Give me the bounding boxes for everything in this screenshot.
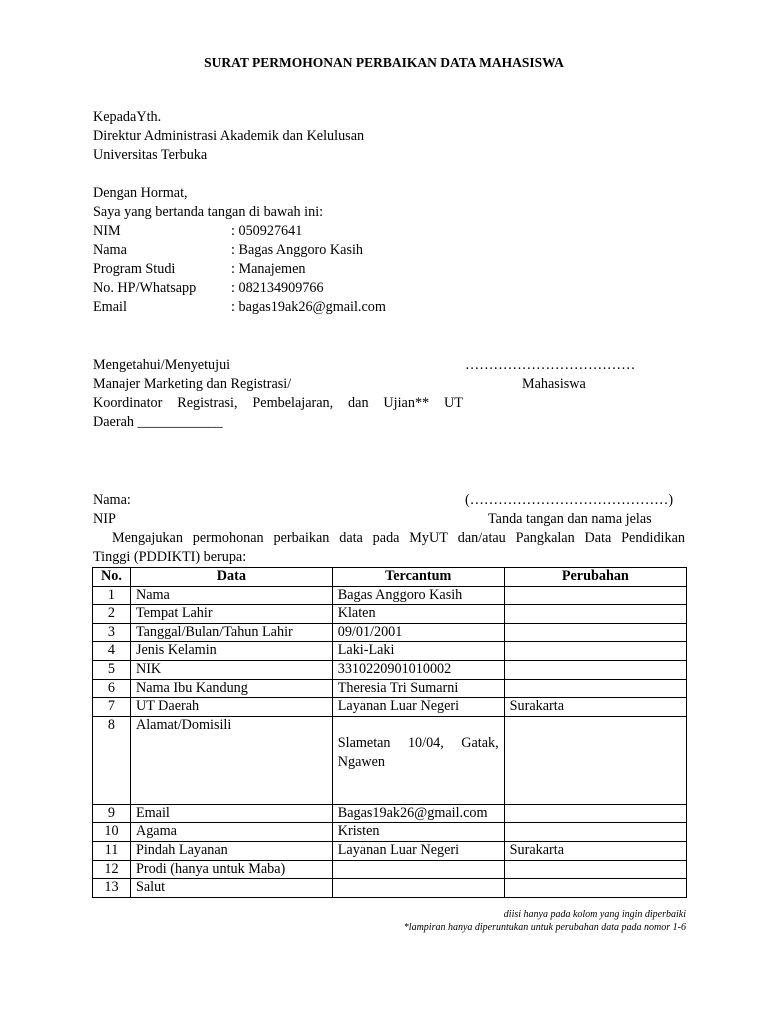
row-no: 11 — [93, 841, 131, 860]
table-row — [93, 823, 687, 842]
header-data: Data — [130, 568, 332, 587]
row-no: 7 — [93, 698, 131, 717]
approval-heading: Mengetahui/Menyetujui — [93, 357, 231, 373]
table-header-row — [93, 568, 687, 587]
row-data: Salut — [130, 879, 332, 898]
table-row — [93, 804, 687, 823]
request-text-line2: Tinggi (PDDIKTI) berupa: — [93, 549, 247, 565]
row-tercantum: Theresia Tri Sumarni — [332, 679, 504, 698]
row-perubahan — [504, 660, 686, 679]
row-data: Prodi (hanya untuk Maba) — [130, 860, 332, 879]
identity-label-nama: Nama — [93, 242, 127, 258]
request-text-line1: Mengajukan permohonan perbaikan data pada MyUT dan/atau Pangkalan Data Pendidikan — [112, 530, 685, 546]
table-row — [93, 879, 687, 898]
row-perubahan: Surakarta — [504, 698, 686, 717]
table-row — [93, 841, 687, 860]
row-perubahan — [504, 823, 686, 842]
student-sign-dots: ……………………………… — [465, 357, 636, 373]
approver-name-label: Nama: — [93, 492, 131, 508]
row-data: UT Daerah — [130, 698, 332, 717]
row-no: 12 — [93, 860, 131, 879]
recipient-office: Direktur Administrasi Akademik dan Kelulusan — [93, 128, 365, 144]
recipient-salutation: KepadaYth. — [93, 109, 162, 125]
row-perubahan — [504, 623, 686, 642]
student-sign-caption: Tanda tangan dan nama jelas — [488, 511, 652, 527]
row-data: Nama Ibu Kandung — [130, 679, 332, 698]
row-data: Tempat Lahir — [130, 605, 332, 624]
row-data: Agama — [130, 823, 332, 842]
identity-label-phone: No. HP/Whatsapp — [93, 280, 197, 296]
row-perubahan — [504, 586, 686, 605]
row-data: Nama — [130, 586, 332, 605]
row-tercantum: Kristen — [332, 823, 504, 842]
row-perubahan — [504, 716, 686, 804]
address-line-1: Slametan 10/04, Gatak, — [337, 734, 499, 751]
row-tercantum: 09/01/2001 — [332, 623, 504, 642]
identity-value-prodi: : Manajemen — [231, 261, 306, 277]
table-row — [93, 716, 687, 804]
row-perubahan — [504, 605, 686, 624]
row-no: 3 — [93, 623, 131, 642]
row-perubahan — [504, 642, 686, 661]
identity-value-email: : bagas19ak26@gmail.com — [231, 299, 386, 315]
row-no: 1 — [93, 586, 131, 605]
row-tercantum: 3310220901010002 — [332, 660, 504, 679]
address-line-2: Ngawen — [337, 754, 386, 771]
student-sign-role: Mahasiswa — [522, 376, 586, 392]
correction-table — [92, 567, 687, 898]
row-no: 10 — [93, 823, 131, 842]
row-perubahan — [504, 804, 686, 823]
document-title: SURAT PERMOHONAN PERBAIKAN DATA MAHASISWA — [204, 55, 564, 70]
table-row — [93, 586, 687, 605]
row-tercantum: Laki-Laki — [332, 642, 504, 661]
row-tercantum: Bagas Anggoro Kasih — [332, 586, 504, 605]
row-data: Alamat/Domisili — [130, 716, 332, 804]
row-perubahan — [504, 860, 686, 879]
identity-label-nim: NIM — [93, 223, 121, 239]
row-no: 13 — [93, 879, 131, 898]
row-tercantum: Bagas19ak26@gmail.com — [332, 804, 504, 823]
footnote-attachment: *lampiran hanya diperuntukan untuk perubahan data pada nomor 1-6 — [403, 922, 686, 933]
row-no: 2 — [93, 605, 131, 624]
header-no: No. — [93, 568, 131, 587]
identity-value-nim: : 050927641 — [231, 223, 303, 239]
approval-role-2: Koordinator Registrasi, Pembelajaran, dan Ujian** UT — [93, 395, 463, 411]
row-no: 9 — [93, 804, 131, 823]
row-tercantum — [332, 879, 504, 898]
greeting: Dengan Hormat, — [93, 185, 188, 201]
row-tercantum: Layanan Luar Negeri — [332, 841, 504, 860]
row-perubahan — [504, 879, 686, 898]
footnote-fill: diisi hanya pada kolom yang ingin diperbaiki — [503, 909, 686, 920]
approver-nip-label: NIP — [93, 511, 116, 527]
row-no: 6 — [93, 679, 131, 698]
intro-text: Saya yang bertanda tangan di bawah ini: — [93, 204, 324, 220]
approval-role-1: Manajer Marketing dan Registrasi/ — [93, 376, 292, 392]
row-data: Tanggal/Bulan/Tahun Lahir — [130, 623, 332, 642]
table-row — [93, 623, 687, 642]
row-tercantum: Klaten — [332, 605, 504, 624]
row-no: 5 — [93, 660, 131, 679]
student-name-line: (……………………………………) — [465, 492, 674, 508]
table-row — [93, 698, 687, 717]
table-row — [93, 860, 687, 879]
row-data: Jenis Kelamin — [130, 642, 332, 661]
header-tercantum: Tercantum — [332, 568, 504, 587]
row-tercantum — [332, 716, 504, 804]
recipient-institution: Universitas Terbuka — [93, 147, 208, 163]
row-perubahan: Surakarta — [504, 841, 686, 860]
row-perubahan — [504, 679, 686, 698]
header-perubahan: Perubahan — [504, 568, 686, 587]
row-tercantum: Layanan Luar Negeri — [332, 698, 504, 717]
row-no: 4 — [93, 642, 131, 661]
row-data: Pindah Layanan — [130, 841, 332, 860]
table-row — [93, 660, 687, 679]
table-row — [93, 679, 687, 698]
identity-label-prodi: Program Studi — [93, 261, 176, 277]
row-data: Email — [130, 804, 332, 823]
row-no: 8 — [93, 716, 131, 804]
identity-label-email: Email — [93, 299, 127, 315]
table-row — [93, 605, 687, 624]
approval-role-3: Daerah ____________ — [93, 414, 223, 430]
table-row — [93, 642, 687, 661]
identity-value-phone: : 082134909766 — [231, 280, 324, 296]
row-data: NIK — [130, 660, 332, 679]
row-tercantum — [332, 860, 504, 879]
identity-value-nama: : Bagas Anggoro Kasih — [231, 242, 364, 258]
